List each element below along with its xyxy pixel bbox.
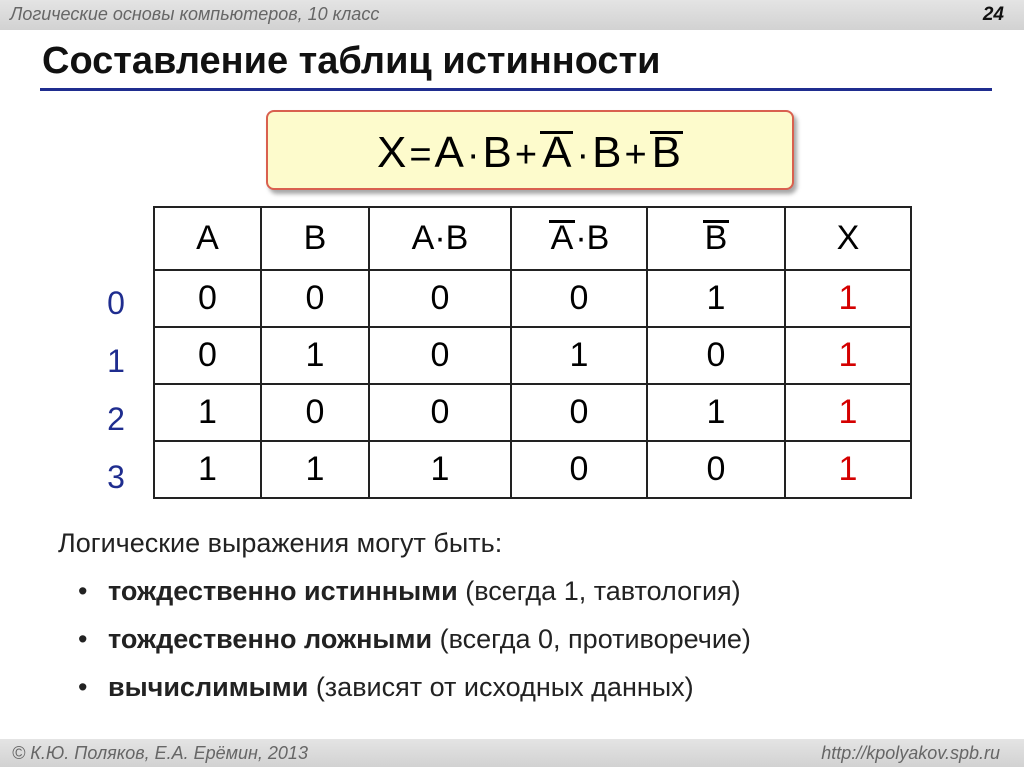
header-not-a-and-b-rest: ·B: [575, 219, 610, 257]
table-row: [154, 270, 911, 327]
formula-box: [266, 110, 794, 190]
formula-term1-b: B: [482, 128, 512, 177]
table-header-row: [154, 207, 911, 270]
course-title: Логические основы компьютеров, 10 класс: [10, 4, 380, 24]
list-item: [78, 573, 751, 621]
table-cell: 1: [154, 384, 261, 441]
bullet-dot: •: [78, 624, 88, 654]
slide-title: Составление таблиц истинности: [42, 40, 661, 82]
bullet-explanation: (зависят от исходных данных): [308, 672, 694, 702]
result-cell: 1: [785, 270, 911, 327]
list-item: [78, 669, 751, 717]
overline-a: A: [550, 219, 574, 257]
table-cell: 1: [154, 441, 261, 498]
header-not-b: [647, 207, 785, 270]
formula-equals: =: [409, 134, 432, 176]
table-cell: 1: [647, 270, 785, 327]
table-cell: 0: [261, 270, 369, 327]
header-b: B: [261, 207, 369, 270]
result-cell: 1: [785, 384, 911, 441]
formula-lhs: X: [376, 128, 407, 177]
formula-dot: ·: [576, 134, 590, 176]
header-a: A: [154, 207, 261, 270]
formula-plus: +: [624, 134, 647, 176]
table-cell: 0: [511, 441, 647, 498]
bullet-dot: •: [78, 672, 88, 702]
bullet-term: тождественно ложными: [108, 624, 433, 654]
bullet-explanation: (всегда 0, противоречие): [432, 624, 751, 654]
bullet-explanation: (всегда 1, тавтология): [457, 576, 741, 606]
table-cell: 1: [369, 441, 511, 498]
intro-text: Логические выражения могут быть:: [58, 528, 503, 558]
table-row: [154, 441, 911, 498]
site-url[interactable]: http://kpolyakov.spb.ru: [821, 743, 1000, 763]
header-not-a-and-b: [511, 207, 647, 270]
formula-term2-b: B: [592, 128, 622, 177]
formula-dot: ·: [466, 134, 480, 176]
row-index: 2: [107, 401, 125, 437]
table-cell: 0: [369, 327, 511, 384]
table-row: [154, 327, 911, 384]
table-cell: 1: [647, 384, 785, 441]
table-cell: 0: [261, 384, 369, 441]
table-cell: 0: [511, 384, 647, 441]
list-item: [78, 621, 751, 669]
row-index: 0: [107, 285, 125, 321]
table-cell: 0: [511, 270, 647, 327]
table-cell: 0: [154, 327, 261, 384]
table-cell: 0: [647, 327, 785, 384]
table-cell: 1: [261, 327, 369, 384]
formula-term2-not-a: A: [542, 128, 572, 177]
header-x: X: [785, 207, 911, 270]
table-cell: 0: [369, 384, 511, 441]
table-cell: 0: [647, 441, 785, 498]
result-cell: 1: [785, 441, 911, 498]
bullet-term: тождественно истинными: [108, 576, 458, 606]
row-index: 3: [107, 459, 125, 495]
title-rule: [40, 88, 992, 91]
bullet-dot: •: [78, 576, 88, 606]
formula-term3-not-b: B: [651, 128, 682, 177]
table-cell: 1: [261, 441, 369, 498]
row-index: 1: [107, 343, 125, 379]
header-not-b-label: B: [704, 219, 728, 257]
header-a-and-b: A·B: [369, 207, 511, 270]
copyright: © К.Ю. Поляков, Е.А. Ерёмин, 2013: [12, 743, 308, 763]
truth-table: [153, 206, 912, 499]
result-cell: 1: [785, 327, 911, 384]
table-cell: 1: [511, 327, 647, 384]
bullet-term: вычислимыми: [108, 672, 309, 702]
page-number: 24: [982, 4, 1004, 25]
table-cell: 0: [154, 270, 261, 327]
table-cell: 0: [369, 270, 511, 327]
formula-term1-a: A: [434, 128, 464, 177]
formula: [268, 128, 792, 180]
footer-bar: [0, 739, 1024, 767]
top-bar: [0, 0, 1024, 30]
formula-plus: +: [514, 134, 538, 176]
bullet-list: [78, 573, 751, 717]
table-row: [154, 384, 911, 441]
